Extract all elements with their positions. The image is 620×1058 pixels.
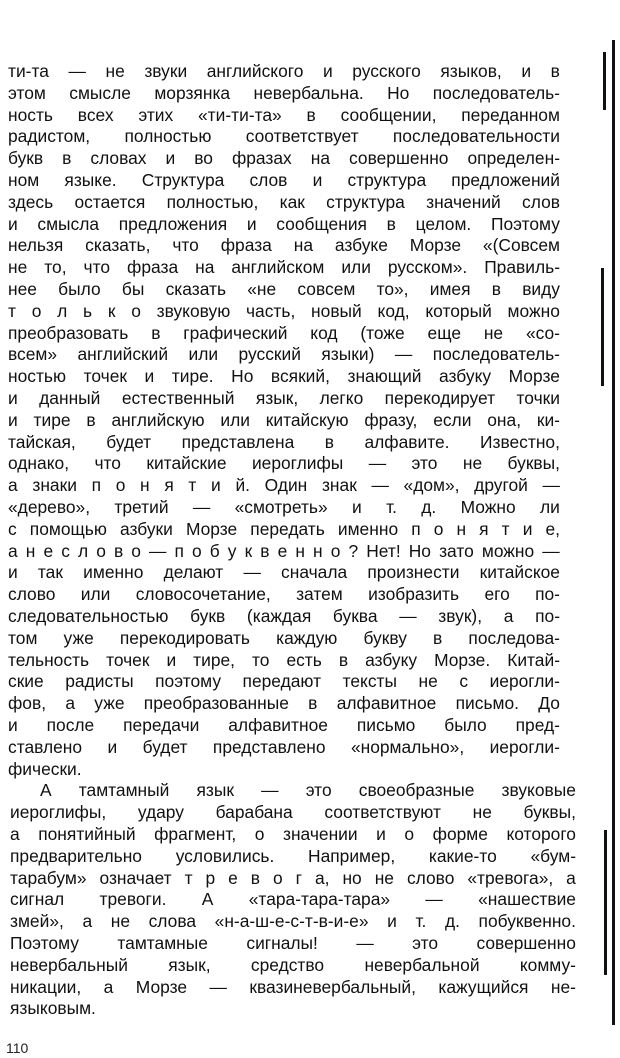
- margin-bar-2: [601, 268, 604, 386]
- text-line: тарабум» означает т р е в о г а, но не слово «тревога», а: [10, 867, 576, 888]
- text-line: ность всех этих «ти-ти-та» в сообщении, переданном: [8, 104, 560, 125]
- margin-bar-1: [603, 52, 606, 110]
- text-line: ностью точек и тире. Но всякий, знающий азбуку Морзе: [8, 366, 560, 387]
- text-line: А тамтамный язык — это своеобразные звуковые: [40, 780, 576, 801]
- text-line: этом смысле морзянка невербальна. Но последователь-: [8, 82, 560, 103]
- text-line: с помощью азбуки Морзе передать именно п о н я т и е,: [8, 518, 560, 539]
- text-line: нельзя сказать, что фраза на азбуке Морзе «(Совсем: [8, 235, 560, 256]
- text-line: букв в словах и во фразах на совершенно определен-: [8, 148, 560, 169]
- text-line: языковым.: [10, 998, 96, 1019]
- margin-bar-4: [604, 830, 607, 975]
- text-line: никации, а Морзе — квазиневербальный, кажущийся не-: [10, 976, 576, 997]
- text-line: змей», а не слова «н-а-ш-е-с-т-в-и-е» и т. д. побуквенно.: [10, 911, 576, 932]
- text-line: ти-та — не звуки английского и русского языков, и в: [8, 61, 560, 81]
- text-line: радистом, полностью соответствует последовательности: [8, 126, 560, 147]
- text-line: невербальный язык, средство невербальной комму-: [10, 954, 576, 975]
- text-line: и смысла предложения и сообщения в целом. Поэтому: [8, 213, 560, 234]
- text-line: иероглифы, удару барабана соответствуют не буквы,: [10, 802, 576, 823]
- text-line: том уже перекодировать каждую букву в последова-: [8, 627, 560, 648]
- text-line: всем» английский или русский языки) — последователь-: [8, 344, 560, 365]
- text-line: следовательностью букв (каждая буква — звук), а по-: [8, 606, 560, 626]
- text-line: Поэтому тамтамные сигналы! — это совершенно: [10, 933, 576, 953]
- text-line: предварительно условились. Например, какие-то «бум-: [10, 845, 576, 866]
- text-line: т о л ь к о звуковую часть, новый код, который можно: [8, 300, 560, 321]
- text-line: нее было бы сказать «не совсем то», имея в виду: [8, 279, 560, 299]
- text-line: сигнал тревоги. А «тара-тара-тара» — «нашествие: [10, 889, 576, 910]
- page-number: 110: [6, 1040, 29, 1056]
- text-line: а знаки п о н я т и й. Один знак — «дом», другой —: [8, 475, 560, 496]
- text-line: ном языке. Структура слов и структура предложений: [8, 170, 560, 190]
- text-line: слово или словосочетание, затем изобразить его по-: [8, 584, 560, 605]
- text-line: а понятийный фрагмент, о значении и о форме которого: [10, 824, 576, 844]
- text-line: однако, что китайские иероглифы — это не буквы,: [8, 453, 560, 474]
- text-line: тельность точек и тире, то есть в азбуку Морзе. Китай-: [8, 649, 560, 670]
- text-line: и после передачи алфавитное письмо было пред-: [8, 715, 560, 735]
- margin-bar-3: [612, 40, 615, 1025]
- text-line: не то, что фраза на английском или русском». Правиль-: [8, 257, 560, 278]
- text-line: «дерево», третий — «смотреть» и т. д. Можно ли: [8, 497, 560, 517]
- text-line: здесь остается полностью, как структура значений слов: [8, 191, 560, 212]
- text-line: фически.: [8, 758, 82, 779]
- text-line: а н е с л о в о — п о б у к в е н н о ? Нет! Но зато можно —: [8, 540, 560, 561]
- text-line: и так именно делают — сначала произнести китайское: [8, 562, 560, 583]
- text-line: и тире в английскую или китайскую фразу, если она, ки-: [8, 409, 560, 430]
- text-line: преобразовать в графический код (тоже еще не «со-: [8, 322, 560, 343]
- text-line: и данный естественный язык, легко перекодирует точки: [8, 388, 560, 408]
- text-line: тайская, будет представлена в алфавите. Известно,: [8, 431, 560, 452]
- text-line: фов, а уже преобразованные в алфавитное письмо. До: [8, 693, 560, 714]
- text-line: ставлено и будет представлено «нормально», иерогли-: [8, 736, 560, 757]
- text-line: ские радисты поэтому передают тексты не с иерогли-: [8, 671, 560, 692]
